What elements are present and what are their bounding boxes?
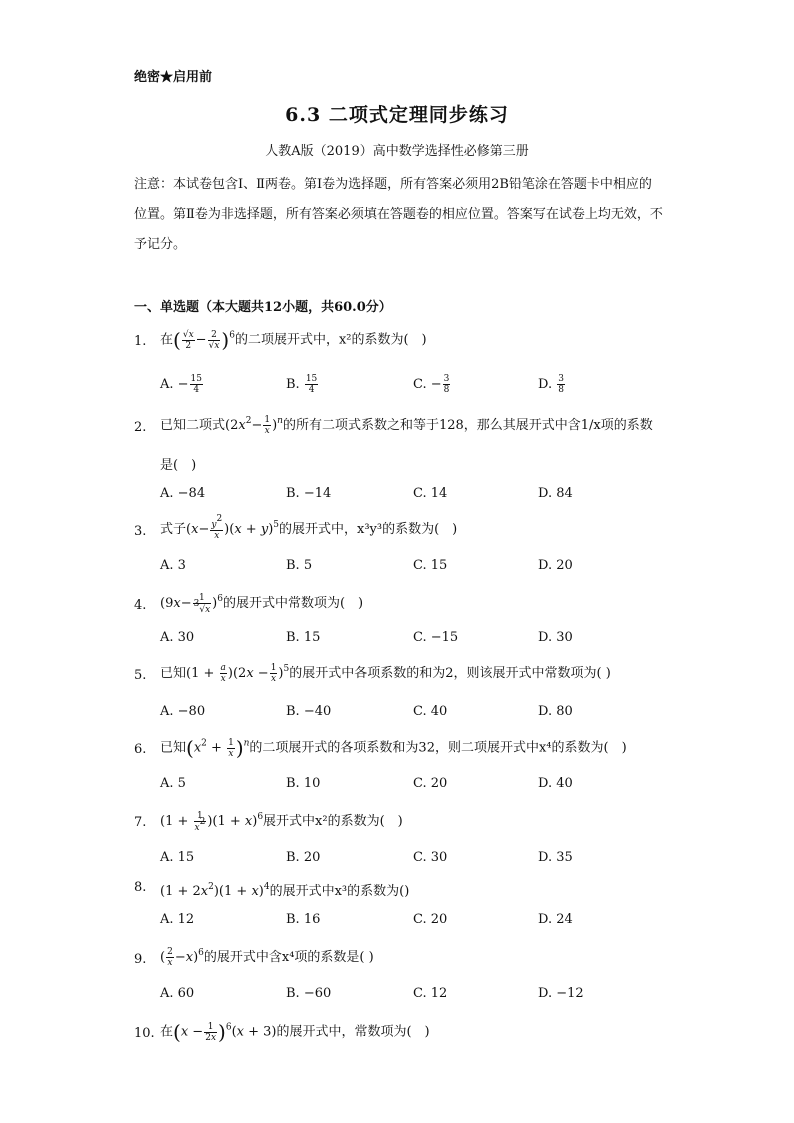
option-c[interactable]: C. 12 [413, 986, 448, 1001]
secret-label: 绝密★启用前 [134, 70, 213, 85]
option-a[interactable]: A. −84 [160, 486, 206, 501]
question-stem: ( $\frac{2}{x}$ −x)$^6$的展开式中含x⁴项的系数是( ) [160, 947, 374, 968]
option-d[interactable]: D. 80 [538, 704, 573, 719]
option-d[interactable]: D. 84 [538, 486, 573, 501]
option-b[interactable]: B. −40 [286, 704, 332, 719]
option-a[interactable]: A. 5 [160, 776, 186, 791]
question-stem: 在(x − $\frac{1}{2x}$ )$^6$(x + 3)的展开式中，常数项为( ) [160, 1020, 430, 1044]
section-title: 一、单选题（本大题共12小题，共60.0分） [134, 300, 392, 315]
question-number: 4. [134, 598, 147, 613]
option-a[interactable]: A. 30 [160, 630, 195, 645]
question-number: 9. [134, 952, 147, 967]
question-number: 1. [134, 334, 147, 349]
option-d[interactable]: D. 40 [538, 776, 573, 791]
stem-suffix: 的展开式中，常数项为( ) [276, 1024, 430, 1040]
option-c[interactable]: C. 14 [413, 486, 448, 501]
stem-prefix: 在 [160, 332, 174, 348]
option-c[interactable]: C. 15 [413, 558, 448, 573]
stem-prefix: 已知 [160, 666, 187, 681]
page-title: 6.3 二项式定理同步练习 [285, 104, 509, 126]
math-fraction: $\frac{2}{√x}$ [208, 329, 220, 351]
option-b[interactable]: B. $\frac{15}{4}$ [286, 374, 318, 395]
question-stem: $(1 + 2x^2)(1 + x)^4$的展开式中x³的系数为() [160, 882, 410, 899]
question-number: 8. [134, 880, 147, 895]
question-number: 2. [134, 420, 147, 435]
question-number: 7. [134, 815, 147, 830]
stem-suffix: 展开式中x²的系数为( ) [263, 814, 403, 829]
option-b[interactable]: B. 16 [286, 912, 321, 927]
option-b[interactable]: B. 5 [286, 558, 313, 573]
option-c[interactable]: C. 20 [413, 912, 448, 927]
option-b[interactable]: B. −60 [286, 986, 332, 1001]
question-number: 5. [134, 668, 147, 683]
question-stem: 已知($x^2$ + $\frac{1}{x}$ )$^n$的二项展开式的各项系数和为32，则二项展开式中x⁴的系数为( ) [160, 736, 627, 760]
exam-notice: 注意：本试卷包含Ⅰ、Ⅱ两卷。第Ⅰ卷为选择题，所有答案必须用2B铅笔涂在答题卡中相应的位置。第Ⅱ卷为非选择题，所有答案必须填在答题卷的相应位置。答案写在试卷上均无效，不予记分。 [134, 177, 663, 252]
option-d[interactable]: D. 20 [538, 558, 573, 573]
stem-suffix: 的二项展开式中，x²的系数为( ) [234, 332, 427, 348]
stem-suffix: 的展开式中含x⁴项的系数是( ) [203, 950, 374, 965]
stem-suffix: 的展开式中常数项为( ) [222, 596, 364, 611]
option-c[interactable]: C. 30 [413, 850, 448, 865]
option-b[interactable]: B. −14 [286, 486, 332, 501]
option-d[interactable]: D. 35 [538, 850, 573, 865]
option-c[interactable]: C. −15 [413, 630, 459, 645]
question-stem: 在( $\frac{√x}{2}$ − $\frac{2}{√x}$ )$^6$的二项展开式中，x²的系数为( ) [160, 328, 427, 352]
option-d[interactable]: D. 24 [538, 912, 573, 927]
option-c[interactable]: C. − $\frac{3}{8}$ [413, 374, 450, 395]
question-number: 10. [134, 1026, 155, 1041]
option-b[interactable]: B. 15 [286, 630, 321, 645]
option-b[interactable]: B. 10 [286, 776, 321, 791]
question-stem-line2: 是( ) [160, 458, 197, 473]
stem-suffix: 的展开式中x³的系数为() [269, 884, 410, 899]
question-stem: 已知二项式($2x^2-$ $\frac{1}{x}$ )$^n$的所有二项式系数之和等于128，那么其展开式中含1/x项的系数 [160, 415, 653, 436]
question-stem: (9x− $\frac{1}{^3√x}$ )$^6$的展开式中常数项为( ) [160, 592, 364, 615]
option-b[interactable]: B. 20 [286, 850, 321, 865]
option-a[interactable]: A. − $\frac{15}{4}$ [160, 374, 202, 395]
stem-prefix: 式子 [160, 522, 187, 537]
option-a[interactable]: A. 60 [160, 986, 195, 1001]
stem-prefix: 已知 [160, 740, 187, 756]
option-d[interactable]: D. $\frac{3}{8}$ [538, 374, 564, 395]
stem-suffix: 的二项展开式的各项系数和为32，则二项展开式中x⁴的系数为( ) [249, 740, 627, 756]
option-a[interactable]: A. 15 [160, 850, 195, 865]
question-stem: (1 + $\frac{1}{x^2}$ )$(1 + x)^6$展开式中x²的系数为( ) [160, 810, 403, 833]
option-a[interactable]: A. −80 [160, 704, 206, 719]
option-a[interactable]: A. 3 [160, 558, 186, 573]
question-number: 3. [134, 524, 147, 539]
stem-suffix: 的展开式中各项系数的和为2，则该展开式中常数项为( ) [289, 666, 611, 681]
stem-prefix: 已知二项式 [160, 418, 226, 433]
stem-suffix: 的所有二项式系数之和等于128，那么其展开式中含1/x项的系数 [282, 418, 653, 433]
option-a[interactable]: A. 12 [160, 912, 195, 927]
question-number: 6. [134, 742, 147, 757]
stem-prefix: 在 [160, 1024, 174, 1040]
option-c[interactable]: C. 20 [413, 776, 448, 791]
math-fraction: $\frac{√x}{2}$ [182, 329, 194, 351]
option-c[interactable]: C. 40 [413, 704, 448, 719]
question-stem: 已知(1 + $\frac{a}{x}$ )(2x − $\frac{1}{x}$ )$^5$的展开式中各项系数的和为2，则该展开式中常数项为( ) [160, 663, 611, 684]
stem-suffix: 的展开式中，x³y³的系数为( ) [279, 522, 458, 537]
question-stem: 式子(x− $\frac{y^2}{x}$ )$(x + y)^5$的展开式中，x³y³的系数为( ) [160, 513, 458, 541]
option-d[interactable]: D. −12 [538, 986, 584, 1001]
page-subtitle: 人教A版（2019）高中数学选择性必修第三册 [265, 144, 529, 159]
option-d[interactable]: D. 30 [538, 630, 573, 645]
